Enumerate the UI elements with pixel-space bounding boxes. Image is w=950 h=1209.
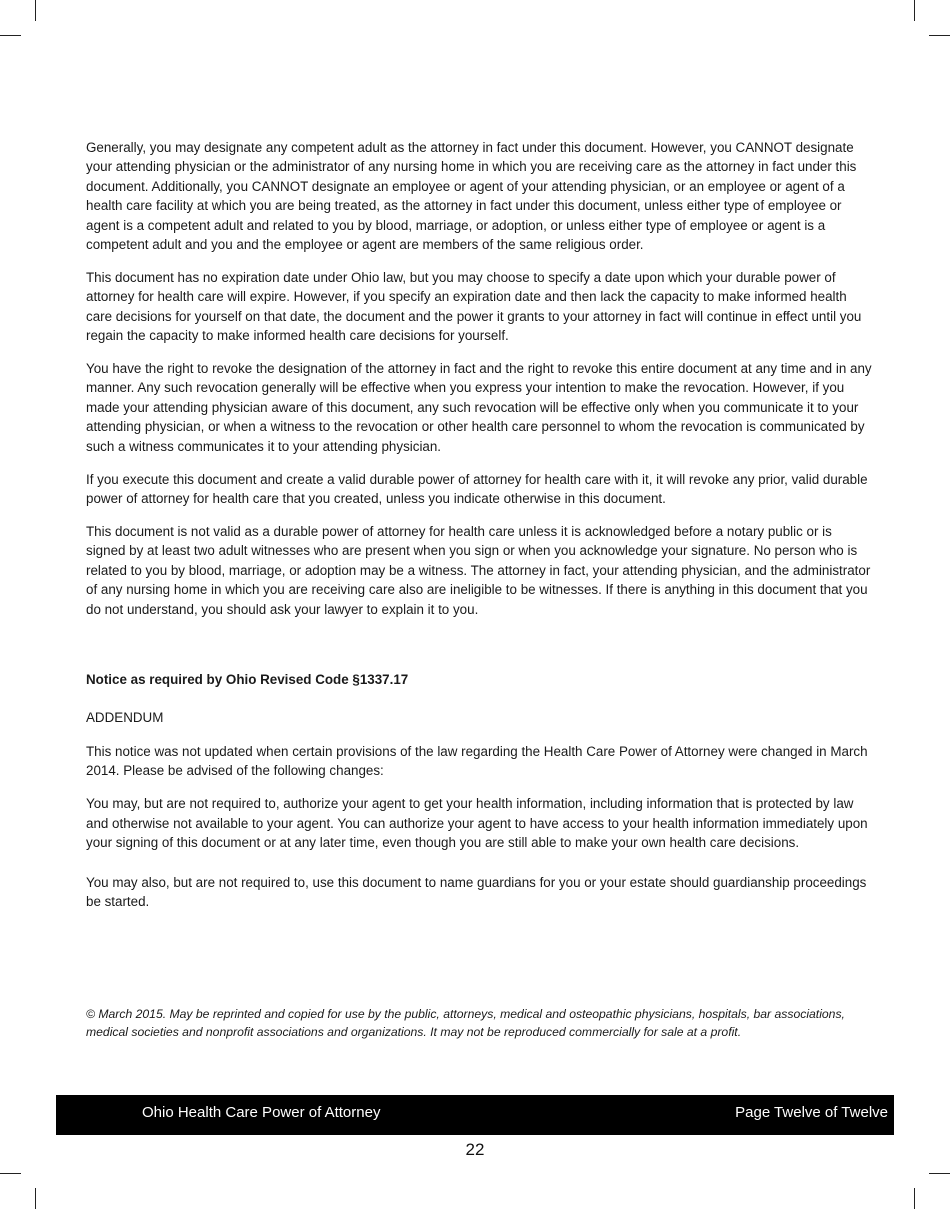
crop-mark-bottom-right-h [929,1173,950,1174]
paragraph-prior-documents: If you execute this document and create a valid durable power of attorney for health care with it, it will revoke any prior, valid durable power of attorney for health care that you created, unless you indicate otherwise in this document. [86,471,868,506]
crop-mark-bottom-left-v [35,1188,36,1209]
notice-heading: Notice as required by Ohio Revised Code §1337.17 [86,672,409,687]
paragraph-revocation: You have the right to revoke the designation of the attorney in fact and the right to revoke this entire document at any time and in any manner. Any such revocation generally will be effective when you express your intention to make the revocation. However, if you made your attending physician aware of this document, any such revocation will be effective only when you communicate it to your attending physician, or when a witness to the revocation or other health care personnel to whom the revocation is communicated by such a witness communicates it to your attending physician. [86,361,872,454]
crop-mark-bottom-left-h [0,1173,21,1174]
footer-bar [56,1095,894,1135]
crop-mark-top-right-h [929,35,950,36]
addendum-paragraph-guardians: You may also, but are not required to, use this document to name guardians for you or your estate should guardianship proceedings be started. [86,874,867,909]
paragraph-validity: This document is not valid as a durable power of attorney for health care unless it is acknowledged before a notary public or is signed by at least two adult witnesses who are present when you sign or when you acknowledge your signature. No person who is related to you by blood, marriage, or adoption may be a witness. The attorney in fact, your attending physician, and the administrator of any nursing home in which you are receiving care also are ineligible to be witnesses. If there is anything in this document that you do not understand, you should ask your lawyer to explain it to you. [86,523,871,617]
addendum-body [86,742,872,925]
footer-page-label: Page Twelve of Twelve [735,1104,888,1121]
addendum-heading: ADDENDUM [86,710,164,725]
footer-title: Ohio Health Care Power of Attorney [142,1104,381,1121]
paragraph-designation: Generally, you may designate any competent adult as the attorney in fact under this document. However, you CANNOT designate your attending physician or the administrator of any nursing home in which you are receiving care as the attorney in fact under this document. Additionally, you CANNOT designate an employee or agent of your attending physician, or an employee or agent of a health care facility at which you are being treated, as the attorney in fact under this document, unless either type of employee or agent is a competent adult and related to you by blood, marriage, or adoption, or unless either type of employee or agent is a competent adult and you and the employee or agent are members of the same religious order. [86,140,857,253]
page-number: 22 [465,1140,485,1159]
copyright-notice: © March 2015. May be reprinted and copied for use by the public, attorneys, medical and osteopathic physicians, hospitals, bar associations, medical societies and nonprofit associations and organizations. It may not be reproduced commercially for sale at a profit. [86,1007,845,1039]
addendum-paragraph-intro: This notice was not updated when certain provisions of the law regarding the Health Care Power of Attorney were changed in March 2014. Please be advised of the following changes: [86,744,868,779]
crop-mark-top-left-v [35,0,36,21]
addendum-paragraph-health-info: You may, but are not required to, authorize your agent to get your health information, including information that is protected by law and otherwise not available to your agent. You can authorize your agent to have access to your health information immediately upon your signing of this document or at any later time, even though you are still able to make your own health care decisions. [86,796,868,851]
crop-mark-top-left-h [0,35,21,36]
document-body [86,138,872,632]
paragraph-expiration: This document has no expiration date under Ohio law, but you may choose to specify a date upon which your durable power of attorney for health care will expire. However, if you specify an expiration date and then lack the capacity to make informed health care decisions for yourself on that date, the document and the power it grants to your attorney in fact will continue in effect until you regain the capacity to make informed health care decisions for yourself. [86,269,862,344]
crop-mark-bottom-right-v [914,1188,915,1209]
crop-mark-top-right-v [914,0,915,21]
